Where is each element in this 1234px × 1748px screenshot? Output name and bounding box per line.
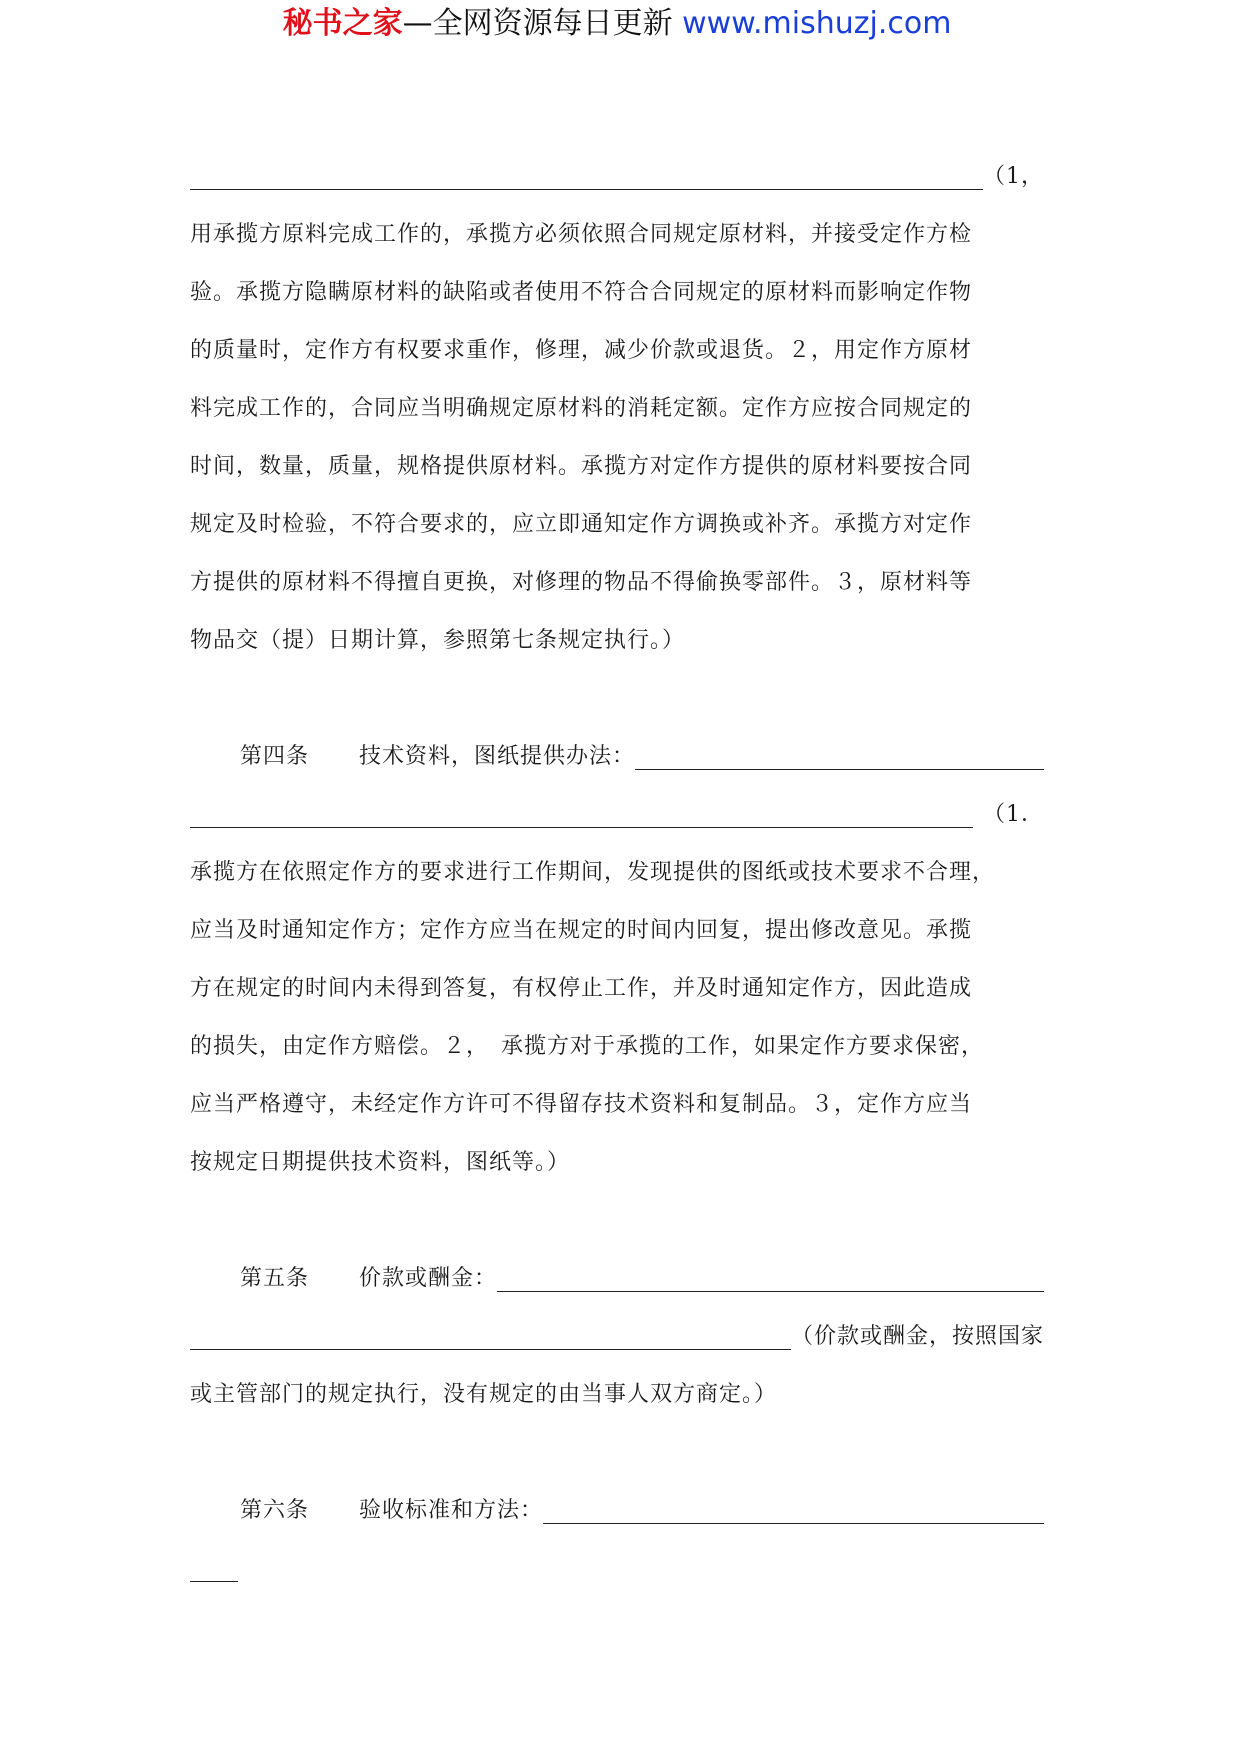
paragraph-line: 验。承揽方隐瞒原材料的缺陷或者使用不符合合同规定的原材料而影响定作物 bbox=[190, 280, 973, 305]
paragraph-line: 规定及时检验，不符合要求的，应立即通知定作方调换或补齐。承揽方对定作 bbox=[190, 512, 973, 537]
section6-fill-line bbox=[190, 1540, 1044, 1598]
paragraph-line: 方提供的原材料不得擅自更换，对修理的物品不得偷换零部件。３，原材料等 bbox=[190, 570, 973, 595]
document-body bbox=[190, 148, 1044, 1598]
paragraph-line: 按规定日期提供技术资料，图纸等。） bbox=[190, 1150, 571, 1175]
blank-fill-line[interactable] bbox=[190, 189, 983, 190]
header-url-link[interactable]: www.mishuzj.com bbox=[682, 6, 952, 41]
paragraph-line: 应当及时通知定作方；定作方应当在规定的时间内回复，提出修改意见。承揽 bbox=[190, 918, 973, 943]
paragraph-line: 时间，数量，质量，规格提供原材料。承揽方对定作方提供的原材料要按合同 bbox=[190, 454, 973, 479]
section4-fill-line bbox=[190, 786, 1044, 844]
paragraph-line: 应当严格遵守，未经定作方许可不得留存技术资料和复制品。３，定作方应当 bbox=[190, 1092, 973, 1117]
article-number: 第四条 bbox=[240, 744, 310, 769]
blank-fill-line[interactable] bbox=[635, 769, 1044, 770]
blank-fill-line[interactable] bbox=[190, 827, 973, 828]
header-tagline: —全网资源每日更新 bbox=[402, 6, 673, 41]
paragraph-line: 承揽方在依照定作方的要求进行工作期间，发现提供的图纸或技术要求不合理， bbox=[190, 860, 996, 885]
article-number: 第六条 bbox=[240, 1498, 310, 1523]
section5-note-open: （价款或酬金，按照国家 bbox=[790, 1324, 1044, 1349]
paragraph-line: 的质量时，定作方有权要求重作，修理，减少价款或退货。２，用定作方原材 bbox=[190, 338, 973, 363]
blank-fill-line[interactable] bbox=[543, 1523, 1044, 1524]
article-6-heading bbox=[190, 1482, 1044, 1540]
site-header bbox=[0, 0, 1234, 48]
section5-fill-line bbox=[190, 1308, 1044, 1366]
article-5-heading bbox=[190, 1250, 1044, 1308]
header-brand: 秘书之家 bbox=[282, 6, 403, 41]
blank-fill-line[interactable] bbox=[190, 1349, 791, 1350]
section3-note-open: （1， bbox=[983, 164, 1044, 189]
blank-fill-line[interactable] bbox=[190, 1581, 238, 1582]
paragraph-line: 方在规定的时间内未得到答复，有权停止工作，并及时通知定作方，因此造成 bbox=[190, 976, 973, 1001]
article-title: 价款或酬金： bbox=[359, 1266, 498, 1291]
section3-fill-line bbox=[190, 148, 1044, 206]
paragraph-line: 料完成工作的，合同应当明确规定原材料的消耗定额。定作方应按合同规定的 bbox=[190, 396, 973, 421]
article-title: 技术资料，图纸提供办法： bbox=[359, 744, 636, 769]
paragraph-line: 用承揽方原料完成工作的，承揽方必须依照合同规定原材料，并接受定作方检 bbox=[190, 222, 973, 247]
blank-fill-line[interactable] bbox=[497, 1291, 1044, 1292]
article-number: 第五条 bbox=[240, 1266, 310, 1291]
paragraph-line: 的损失，由定作方赔偿。２， 承揽方对于承揽的工作，如果定作方要求保密， bbox=[190, 1034, 985, 1059]
article-4-heading bbox=[190, 728, 1044, 786]
section4-note-open: （1． bbox=[983, 802, 1044, 827]
paragraph-line: 或主管部门的规定执行，没有规定的由当事人双方商定。） bbox=[190, 1382, 778, 1407]
article-title: 验收标准和方法： bbox=[359, 1498, 544, 1523]
paragraph-line: 物品交（提）日期计算，参照第七条规定执行。） bbox=[190, 628, 686, 653]
